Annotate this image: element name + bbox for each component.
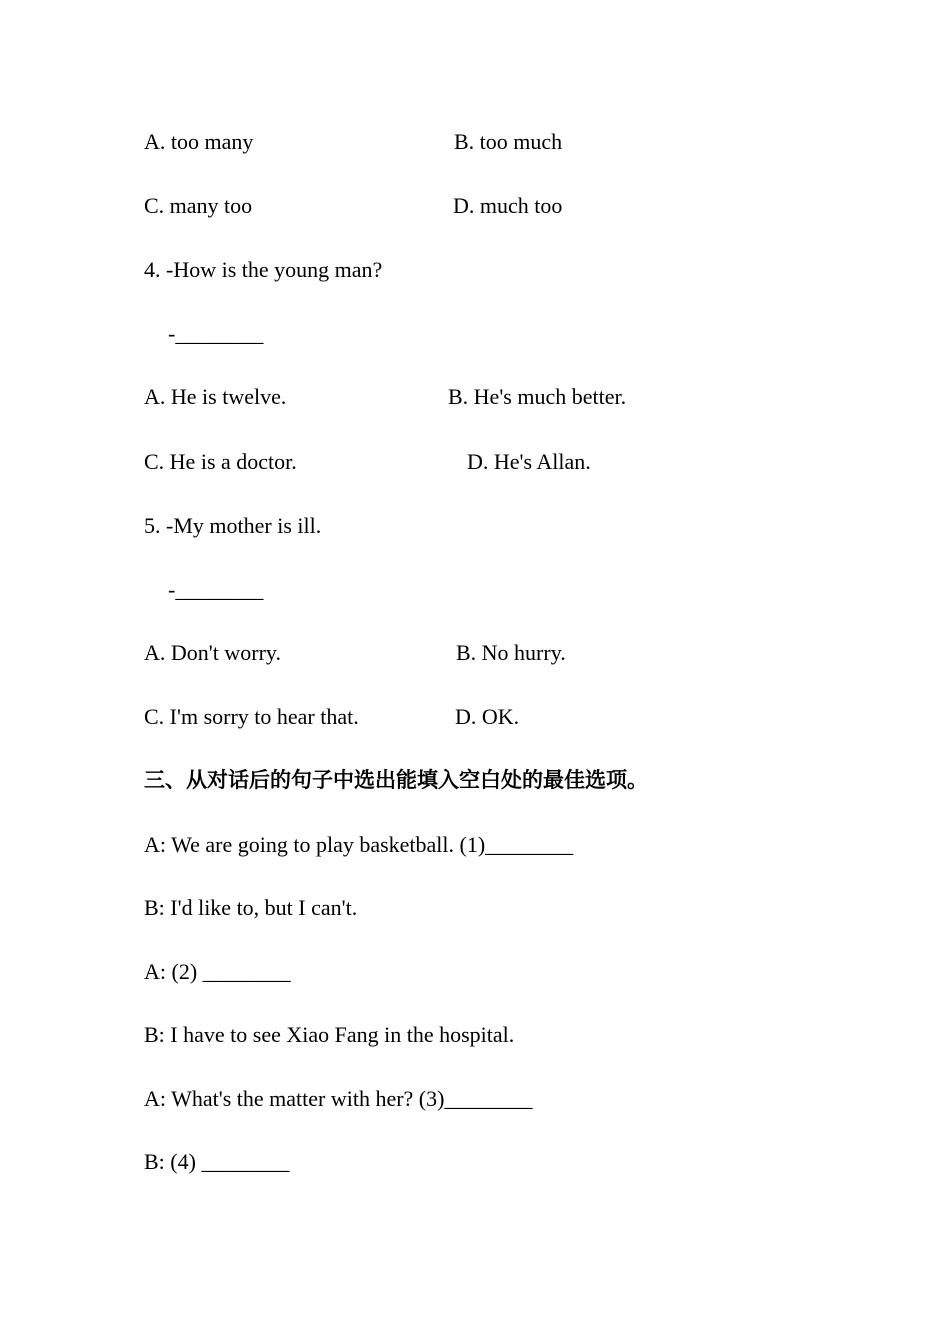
q5-option-b: B. No hurry. [456, 640, 566, 665]
section-heading: 三、从对话后的句子中选出能填入空白处的最佳选项。 [144, 768, 648, 792]
q4-option-b: B. He's much better. [448, 384, 627, 409]
q4-option-a: A. He is twelve. [144, 384, 287, 409]
q5-answer-blank: -________ [168, 577, 264, 602]
dialogue-line-6: B: (4) ________ [144, 1149, 290, 1174]
q3-option-a: A. too many [144, 129, 254, 154]
q5-option-d: D. OK. [455, 704, 520, 729]
dialogue-line-2: B: I'd like to, but I can't. [144, 895, 358, 920]
dialogue-line-3: A: (2) ________ [144, 959, 291, 984]
dialogue-line-1: A: We are going to play basketball. (1)________ [144, 832, 574, 857]
q4-option-c: C. He is a doctor. [144, 449, 297, 474]
dialogue-line-5: A: What's the matter with her? (3)________ [144, 1086, 533, 1111]
q5-option-a: A. Don't worry. [144, 640, 281, 665]
q3-option-d: D. much too [453, 193, 563, 218]
q5-option-c: C. I'm sorry to hear that. [144, 704, 359, 729]
dialogue-line-4: B: I have to see Xiao Fang in the hospital. [144, 1022, 515, 1047]
q3-option-c: C. many too [144, 193, 253, 218]
q5-question: 5. -My mother is ill. [144, 513, 322, 538]
q4-option-d: D. He's Allan. [467, 449, 591, 474]
q3-option-b: B. too much [454, 129, 563, 154]
q4-question: 4. -How is the young man? [144, 257, 383, 282]
q4-answer-blank: -________ [168, 321, 264, 346]
